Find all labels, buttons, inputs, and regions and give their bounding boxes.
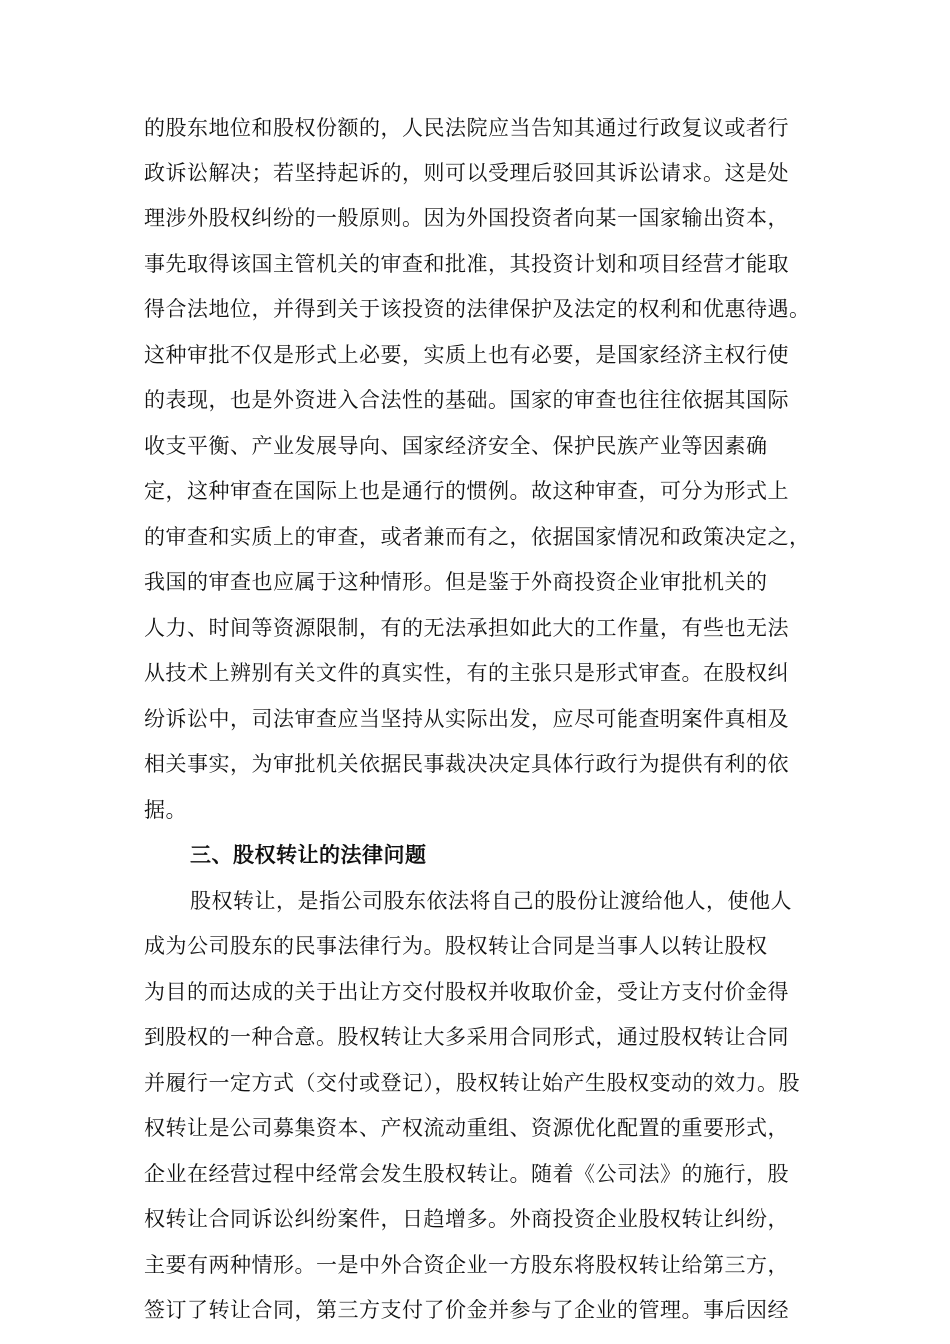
text-line: 的审查和实质上的审查，或者兼而有之，依据国家情况和政策决定之， (144, 525, 811, 549)
text-line: 主要有两种情形。一是中外合资企业一方股东将股权转让给第三方， (144, 1253, 789, 1277)
text-line: 并履行一定方式（交付或登记），股权转让始产生股权变动的效力。股 (144, 1071, 800, 1095)
text-line: 的股东地位和股权份额的，人民法院应当告知其通过行政复议或者行 (144, 116, 789, 140)
text-line: 企业在经营过程中经常会发生股权转让。随着《公司法》的施行，股 (144, 1162, 789, 1186)
text-line: 权转让是公司募集资本、产权流动重组、资源优化配置的重要形式， (144, 1116, 789, 1140)
text-line: 签订了转让合同，第三方支付了价金并参与了企业的管理。事后因经 (144, 1298, 789, 1322)
text-line: 到股权的一种合意。股权转让大多采用合同形式，通过股权转让合同 (144, 1025, 789, 1049)
text-line: 理涉外股权纠纷的一般原则。因为外国投资者向某一国家输出资本， (144, 206, 789, 230)
text-line: 从技术上辨别有关文件的真实性，有的主张只是形式审查。在股权纠 (144, 661, 789, 685)
text-line: 政诉讼解决；若坚持起诉的，则可以受理后驳回其诉讼请求。这是处 (144, 161, 789, 185)
text-line: 的表现，也是外资进入合法性的基础。国家的审查也往往依据其国际 (144, 388, 789, 412)
text-line: 收支平衡、产业发展导向、国家经济安全、保护民族产业等因素确 (144, 434, 768, 458)
text-line: 股权转让，是指公司股东依法将自己的股份让渡给他人，使他人 (190, 889, 792, 913)
text-line: 定，这种审查在国际上也是通行的惯例。故这种审查，可分为形式上 (144, 479, 789, 503)
text-line: 成为公司股东的民事法律行为。股权转让合同是当事人以转让股权 (144, 934, 768, 958)
text-line: 相关事实，为审批机关依据民事裁决决定具体行政行为提供有利的依 (144, 752, 789, 776)
text-line: 权转让合同诉讼纠纷案件，日趋增多。外商投资企业股权转让纠纷， (144, 1207, 789, 1231)
text-line: 人力、时间等资源限制，有的无法承担如此大的工作量，有些也无法 (144, 616, 789, 640)
text-line: 得合法地位，并得到关于该投资的法律保护及法定的权利和优惠待遇。 (144, 297, 811, 321)
text-line: 为目的而达成的关于出让方交付股权并收取价金，受让方支付价金得 (144, 980, 789, 1004)
text-line: 我国的审查也应属于这种情形。但是鉴于外商投资企业审批机关的 (144, 570, 768, 594)
text-line: 这种审批不仅是形式上必要，实质上也有必要，是国家经济主权行使 (144, 343, 789, 367)
text-line: 据。 (144, 798, 187, 822)
section-heading: 三、股权转让的法律问题 (190, 842, 427, 867)
text-line: 事先取得该国主管机关的审查和批准，其投资计划和项目经营才能取 (144, 252, 789, 276)
text-line: 纷诉讼中，司法审查应当坚持从实际出发，应尽可能查明案件真相及 (144, 707, 789, 731)
